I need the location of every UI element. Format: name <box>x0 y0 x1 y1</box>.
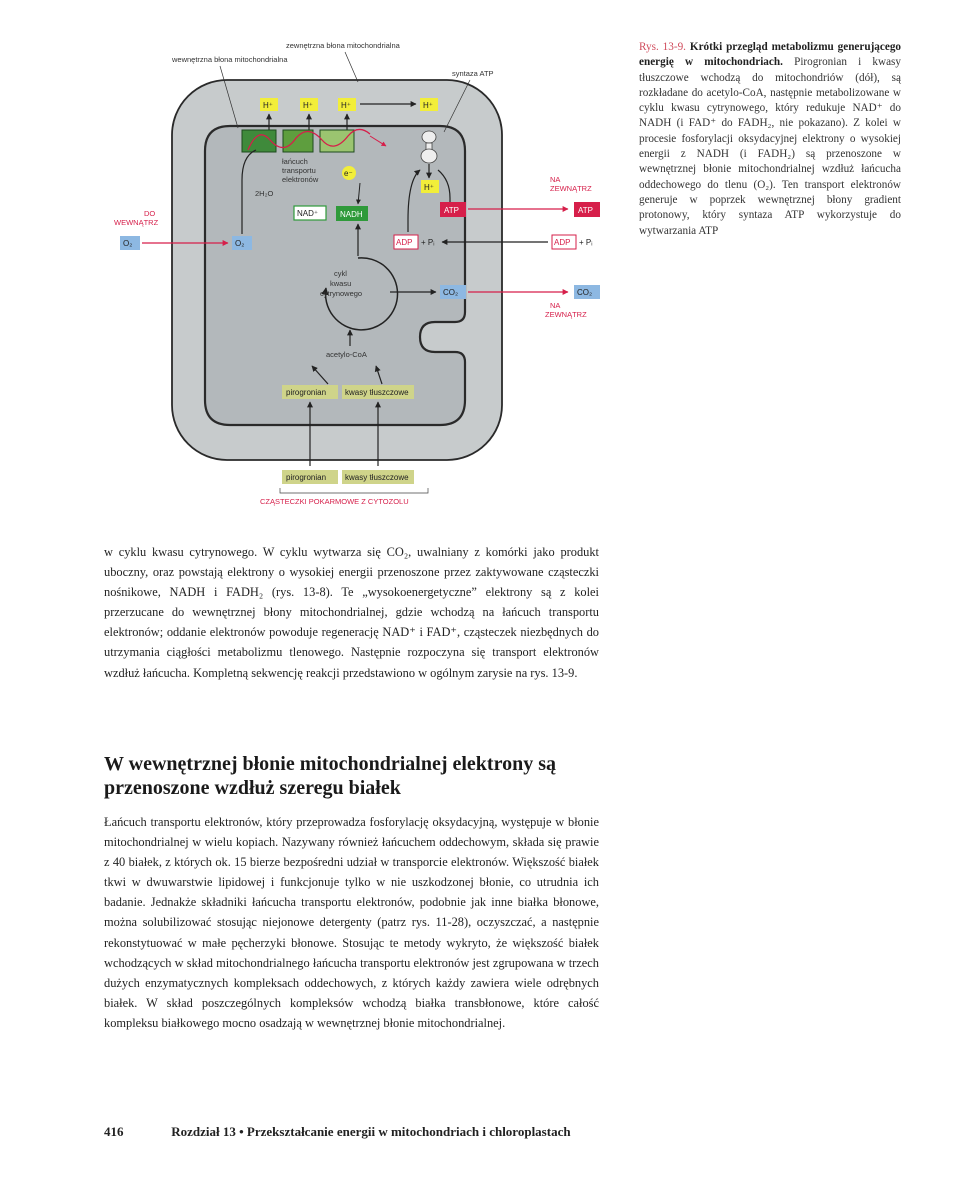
atp-outside-box <box>574 202 600 217</box>
chain-label-line2: transportu <box>282 166 316 175</box>
adp-outside-box <box>552 235 576 249</box>
svg-text:kwasy tłuszczowe: kwasy tłuszczowe <box>345 473 409 482</box>
svg-text:CO₂: CO₂ <box>577 288 593 297</box>
inner-membrane-label: wewnętrzna błona mitochondrialna <box>172 55 288 64</box>
to-outside-label-1: NA <box>550 175 561 184</box>
page-number: 416 <box>104 1124 124 1139</box>
proton-h-plus-2 <box>300 98 318 111</box>
pi-inside-label: + Pᵢ <box>421 238 435 247</box>
fatty-acids-inside-box <box>342 385 414 399</box>
svg-text:O₂: O₂ <box>123 239 133 248</box>
co2-outside-box <box>574 285 600 299</box>
svg-text:pirogronian: pirogronian <box>286 473 327 482</box>
to-inside-label-1: DO <box>144 209 156 218</box>
to-outside-co2-label-1: NA <box>550 301 561 310</box>
pi-outside-label: + Pᵢ <box>579 238 593 247</box>
caption-number: Rys. 13-9. <box>639 41 686 53</box>
svg-text:ATP: ATP <box>444 206 459 215</box>
svg-text:H⁺: H⁺ <box>424 183 434 192</box>
svg-text:kwasy tłuszczowe: kwasy tłuszczowe <box>345 388 409 397</box>
svg-text:H⁺: H⁺ <box>263 101 273 110</box>
pyruvate-inside-box <box>282 385 338 399</box>
chain-complex-3 <box>320 130 354 152</box>
page-footer <box>104 1124 744 1140</box>
nadh-box <box>336 206 368 221</box>
electron-e-minus <box>342 166 356 180</box>
adp-inside-box <box>394 235 418 249</box>
chapter-title: Rozdział 13 • Przekształcanie energii w mitochondriach i chloroplastach <box>171 1124 571 1139</box>
proton-h-plus-synthase <box>421 180 439 193</box>
figure-mitochondrion-diagram <box>90 30 620 510</box>
proton-h-plus-1 <box>260 98 278 111</box>
water-label: 2H₂O <box>255 189 274 198</box>
svg-text:H⁺: H⁺ <box>341 101 351 110</box>
food-molecules-label: CZĄSTECZKI POKARMOWE Z CYTOZOLU <box>260 497 409 506</box>
svg-text:H⁺: H⁺ <box>423 101 433 110</box>
svg-text:cykl: cykl <box>334 269 347 278</box>
atp-inside-box <box>440 202 466 217</box>
to-outside-label-2: ZEWNĄTRZ <box>550 184 592 193</box>
figure-caption <box>639 40 901 239</box>
chain-label-line3: elektronów <box>282 175 319 184</box>
o2-outside-box <box>120 236 140 250</box>
svg-text:cytrynowego: cytrynowego <box>320 289 363 298</box>
svg-text:H⁺: H⁺ <box>303 101 313 110</box>
svg-text:ATP: ATP <box>578 206 593 215</box>
co2-inside-box <box>440 285 466 299</box>
chain-complex-2 <box>283 130 313 152</box>
o2-inside-box <box>232 236 252 250</box>
chain-label-line1: łańcuch <box>282 157 308 166</box>
svg-text:kwasu: kwasu <box>330 279 352 288</box>
svg-text:O₂: O₂ <box>235 239 245 248</box>
pyruvate-outside-box <box>282 470 338 484</box>
svg-text:pirogronian: pirogronian <box>286 388 327 397</box>
body-paragraph-2: Łańcuch transportu elektronów, który przeprowadza fosforylację oksydacyjną, występuje w błonie mitochondrialnej w wielu kopiach. Nazywany również łańcuchem oddechowym, składa się prawie z 40 białek, z których ok. 15 bierze bezpośredni udział w transporcie elektronów. Większość białek tkwi w dwuwarstwie lipidowej i funkcjonuje tylko w nie uszkodzonej błonie, co utrudnia ich badanie. Jednakże składniki łańcucha transportu elektronów, podobnie jak inne białka błonowe, można solubilizować stosując niejonowe detergenty (patrz rys. 11-28), oczyszczać, a następnie rekonstytuować w małe pęcherzyki błonowe. Stosując te metody wykryto, że większość białek wchodzących w skład mitochondrialnego łańcucha transportu elektronów jest zgrupowana w trzech dużych enzymatycznych kompleksach oddechowych, z których każdy zawiera wiele odrębnych białek. W skład poszczególnych kompleksów wchodzą białka transbłonowe, które całość kompleksu białkowego mocno osadzają w wewnętrznej błonie mitochondrialnej. <box>104 815 599 1030</box>
svg-text:CO₂: CO₂ <box>443 288 459 297</box>
svg-text:ADP: ADP <box>396 238 413 247</box>
acetyl-coa-label: acetylo-CoA <box>326 350 367 359</box>
section-heading: W wewnętrznej błonie mitochondrialnej elektrony są przenoszone wzdłuż szeregu białek <box>104 753 557 799</box>
svg-text:NAD⁺: NAD⁺ <box>297 209 319 218</box>
svg-text:ADP: ADP <box>554 238 571 247</box>
nad-plus-box <box>294 206 326 220</box>
proton-h-plus-4 <box>420 98 438 111</box>
caption-title: Krótki przegląd metabolizmu generującego energię w mitochondriach. <box>639 41 902 69</box>
svg-text:NADH: NADH <box>340 210 363 219</box>
proton-h-plus-3 <box>338 98 356 111</box>
fatty-acids-outside-box <box>342 470 414 484</box>
svg-text:e⁻: e⁻ <box>344 169 353 178</box>
body-paragraph-1: w cyklu kwasu cytrynowego. W cyklu wytwarza się CO₂, uwalniany z komórki jako produkt uboczny, oraz powstają elektrony o wysokiej energii przenoszone przez zaktywowane cząsteczki nośnikowe, NADH i FADH₂ (rys. 13-8). Te „wysokoenergetyczne” elektrony są z kolei przerzucane do wewnętrznej błony mitochondrialnej, gdzie wchodzą na łańcuch transportu elektronów; oddanie elektronów powoduje regenerację NAD⁺ i FAD⁺, cząsteczek niezbędnych do utrzymania ciągłości metabolizmu tlenowego. Następnie rozpoczyna się transport elektronów wzdłuż łańcucha. Kompletną sekwencję reakcji przedstawiono w ogólnym zarysie na rys. 13-9. <box>104 545 599 680</box>
to-inside-label-2: WEWNĄTRZ <box>114 218 159 227</box>
atp-synthase-label: syntaza ATP <box>452 69 494 78</box>
to-outside-co2-label-2: ZEWNĄTRZ <box>545 310 587 319</box>
caption-text: Pirogronian i kwasy tłuszczowe wchodzą do mitochondriów (dół), są rozkładane do acetylo-CoA, następnie metabolizowane w cyklu kwasu cytrynowego, który redukuje NAD⁺ do NADH (i FAD⁺ do FADH₂, nie pokazano). Z kolei w procesie fosforylacji oksydacyjnej elektrony o wysokiej energii z NADH (i FADH₂) są przenoszone w wewnętrznej błonie mitochondrialnej wzdłuż łańcucha oddechowego do tlenu (O₂). Ten transport elektronów generuje w poprzek wewnętrznej błony gradient protonowy, który syntaza ATP wykorzystuje do wytwarzania ATP <box>639 56 901 237</box>
outer-membrane-label: zewnętrzna błona mitochondrialna <box>286 41 400 50</box>
